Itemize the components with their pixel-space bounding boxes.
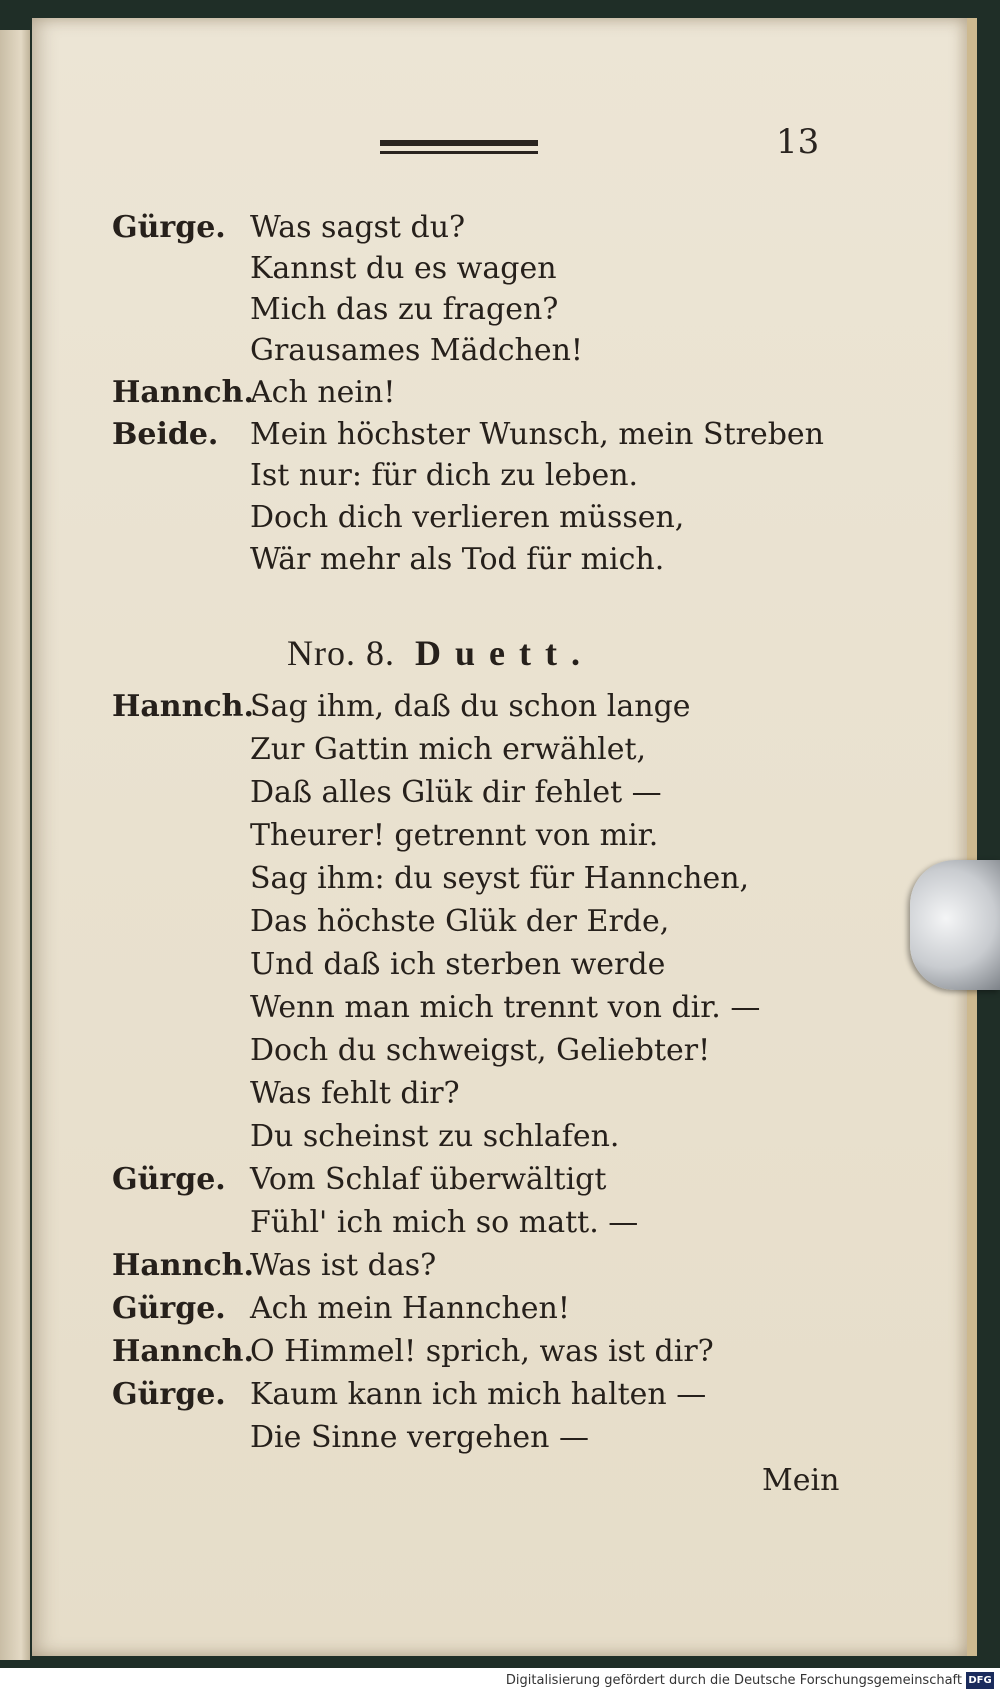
verse-text: Wär mehr als Tod für mich. <box>250 542 665 577</box>
footer-text: Digitalisierung gefördert durch die Deutsche Forschungsgemeinschaft <box>505 1673 962 1688</box>
verse-text: Doch dich verlieren müssen, <box>250 500 685 535</box>
footer-bar <box>0 1668 1000 1695</box>
verse-text: Wenn man mich trennt von dir. — <box>250 990 761 1025</box>
verse-text: Ach mein Hannchen! <box>250 1291 570 1326</box>
speaker-name: Gürge. <box>112 1377 226 1412</box>
speaker-name: Hannch. <box>112 1334 254 1369</box>
speaker-name: Gürge. <box>112 1162 226 1197</box>
verse-text: Ach nein! <box>250 375 396 410</box>
verse-text: Theurer! getrennt von mir. <box>250 818 659 853</box>
verse-text: Kannst du es wagen <box>250 251 557 286</box>
verse-text: Daß alles Glük dir fehlet — <box>250 775 662 810</box>
verse-text: Grausames Mädchen! <box>250 333 583 368</box>
speaker-name: Hannch. <box>112 1248 254 1283</box>
verse-text: Mein höchster Wunsch, mein Streben <box>250 417 824 452</box>
verse-text: Doch du schweigst, Geliebter! <box>250 1033 711 1068</box>
verse-text: Du scheinst zu schlafen. <box>250 1119 620 1154</box>
page-number: 13 <box>776 122 820 162</box>
verse-text: Sag ihm, daß du schon lange <box>250 689 691 724</box>
catchword: Mein <box>762 1463 840 1498</box>
verse-text: Sag ihm: du seyst für Hannchen, <box>250 861 750 896</box>
verse-text: Die Sinne vergehen — <box>250 1420 589 1455</box>
heading-title: Duett. <box>415 633 594 673</box>
speaker-name: Gürge. <box>112 1291 226 1326</box>
speaker-name: Hannch. <box>112 375 254 410</box>
verse-text: Das höchste Glük der Erde, <box>250 904 670 939</box>
page-clip <box>910 860 1000 990</box>
verse-text: Was fehlt dir? <box>250 1076 460 1111</box>
speaker-name: Hannch. <box>112 689 254 724</box>
verse-text: Zur Gattin mich erwählet, <box>250 732 647 767</box>
verse-text: O Himmel! sprich, was ist dir? <box>250 1334 714 1369</box>
verse-text: Was sagst du? <box>250 210 466 245</box>
header-rule <box>380 140 538 154</box>
dfg-logo: DFG <box>966 1672 994 1689</box>
verse-text: Was ist das? <box>250 1248 437 1283</box>
heading-number: Nro. 8. <box>287 633 395 673</box>
section-heading <box>287 632 594 674</box>
verse-text: Kaum kann ich mich halten — <box>250 1377 707 1412</box>
adjacent-page-edge <box>0 30 30 1660</box>
verse-text: Fühl' ich mich so matt. — <box>250 1205 639 1240</box>
speaker-name: Gürge. <box>112 210 226 245</box>
verse-text: Ist nur: für dich zu leben. <box>250 458 639 493</box>
verse-text: Und daß ich sterben werde <box>250 947 666 982</box>
speaker-name: Beide. <box>112 417 219 452</box>
verse-text: Mich das zu fragen? <box>250 292 559 327</box>
verse-text: Vom Schlaf überwältigt <box>250 1162 607 1197</box>
